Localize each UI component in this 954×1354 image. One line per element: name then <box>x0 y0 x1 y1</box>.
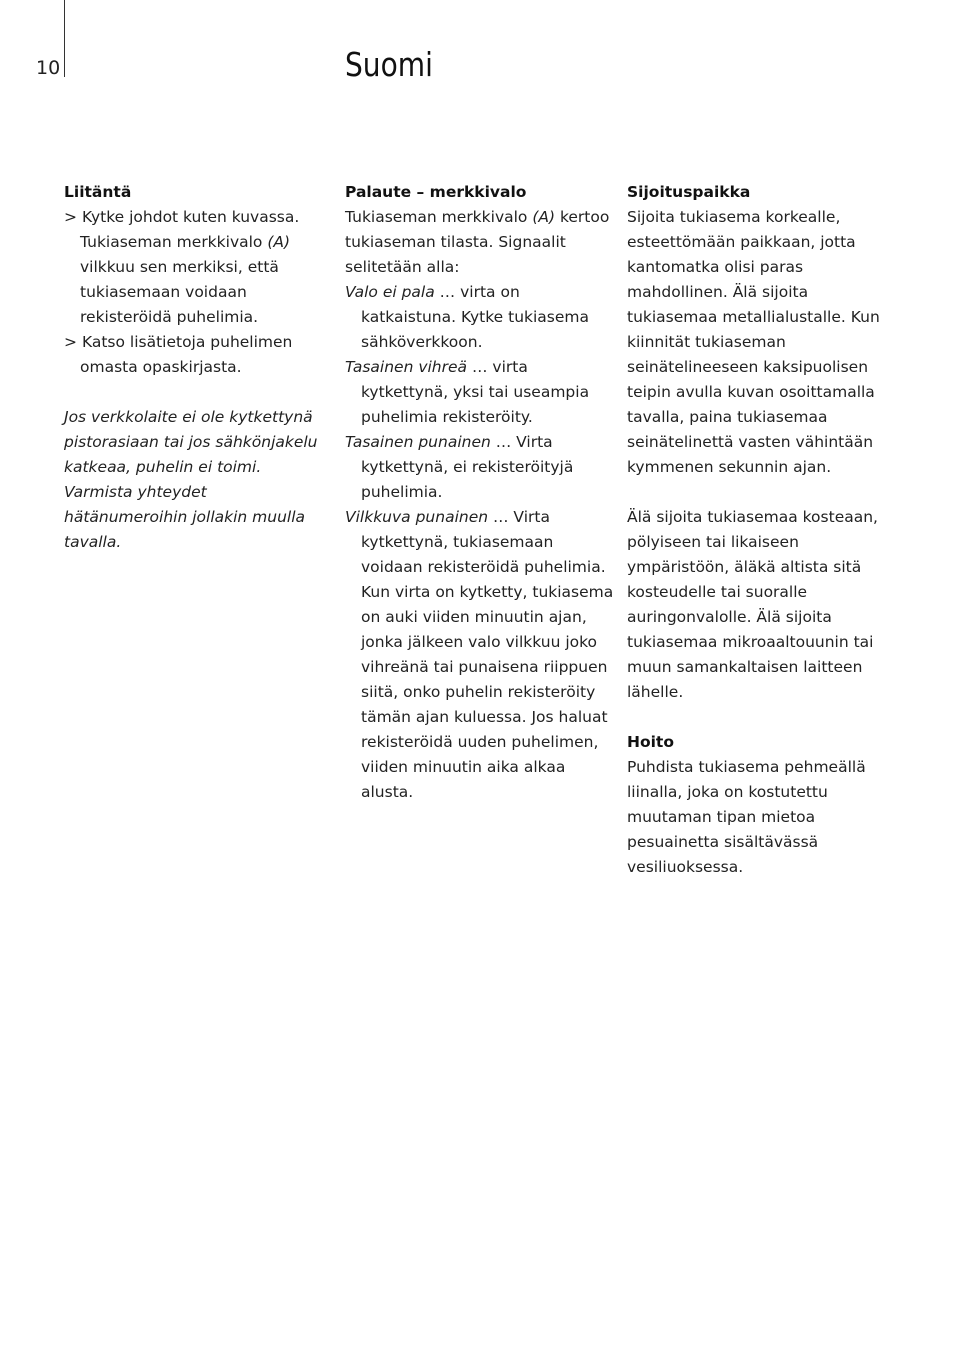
signal-item: Tasainen punainen … Virta kytkettynä, ei rekisteröityjä puhelimia. <box>345 433 574 501</box>
section-heading-placement: Sijoituspaikka <box>627 183 751 201</box>
bullet-marker: > <box>64 208 77 226</box>
page-title: Suomi <box>345 45 433 84</box>
section-heading-connection: Liitäntä <box>64 183 132 201</box>
page-number: 10 <box>36 57 61 79</box>
intro-text: Tukiaseman merkkivalo (A) kertoo tukiaseman tilasta. Signaalit selitetään alla: <box>345 208 610 276</box>
placement-paragraph: Sijoita tukiasema korkealle, esteettömään paikkaan, jotta kantomatka olisi paras mahdollinen. Älä sijoita tukiasemaa metallialustalle. Kun kiinnität tukiaseman seinätelineeseen kaksipuolisen teipin avulla kuvan osoittamalla tavalla, paina tukiasemaa seinätelinettä vasten vähintään kymmenen sekunnin ajan. <box>627 208 880 476</box>
section-heading-feedback: Palaute – merkkivalo <box>345 183 527 201</box>
list-item: > Kytke johdot kuten kuvassa. Tukiaseman merkkivalo (A) vilkkuu sen merkiksi, että tukiasemaan voidaan rekisteröidä puhelimia. <box>64 208 300 326</box>
signal-item: Tasainen vihreä … virta kytkettynä, yksi tai useampia puhelimia rekisteröity. <box>345 358 590 426</box>
margin-rule <box>64 0 65 77</box>
care-paragraph: Puhdista tukiasema pehmeällä liinalla, joka on kostutettu muutaman tipan mietoa pesuainetta sisältävässä vesiliuoksessa. <box>627 758 866 876</box>
list-item: > Katso lisätietoja puhelimen omasta opaskirjasta. <box>64 333 293 376</box>
signal-item: Vilkkuva punainen … Virta kytkettynä, tukiasemaan voidaan rekisteröidä puhelimia. Kun virta on kytketty, tukiasema on auki viiden minuutin ajan, jonka jälkeen valo vilkkuu joko vihreänä tai punaisena riippuen siitä, onko puhelin rekisteröity tämän ajan kuluessa. Jos haluat rekisteröidä uuden puhelimen, viiden minuutin aika alkaa alusta. <box>345 508 614 801</box>
bullet-marker: > <box>64 333 77 351</box>
environment-paragraph: Älä sijoita tukiasemaa kosteaan, pölyiseen tai likaiseen ympäristöön, äläkä altista sitä kosteudelle tai suoralle auringonvalolle. Älä sijoita tukiasemaa mikroaaltouunin tai muun samankaltaisen laitteen lähelle. <box>627 508 878 701</box>
column-indicator-feedback <box>345 180 615 805</box>
column-placement-care <box>627 180 897 880</box>
section-heading-care: Hoito <box>627 733 674 751</box>
column-connection <box>64 180 334 555</box>
warning-note: Jos verkkolaite ei ole kytkettynä pistorasiaan tai jos sähkönjakelu katkeaa, puhelin ei toimi. Varmista yhteydet hätänumeroihin jollakin muulla tavalla. <box>64 408 318 551</box>
signal-item: Valo ei pala … virta on katkaistuna. Kytke tukiasema sähköverkkoon. <box>345 283 590 351</box>
